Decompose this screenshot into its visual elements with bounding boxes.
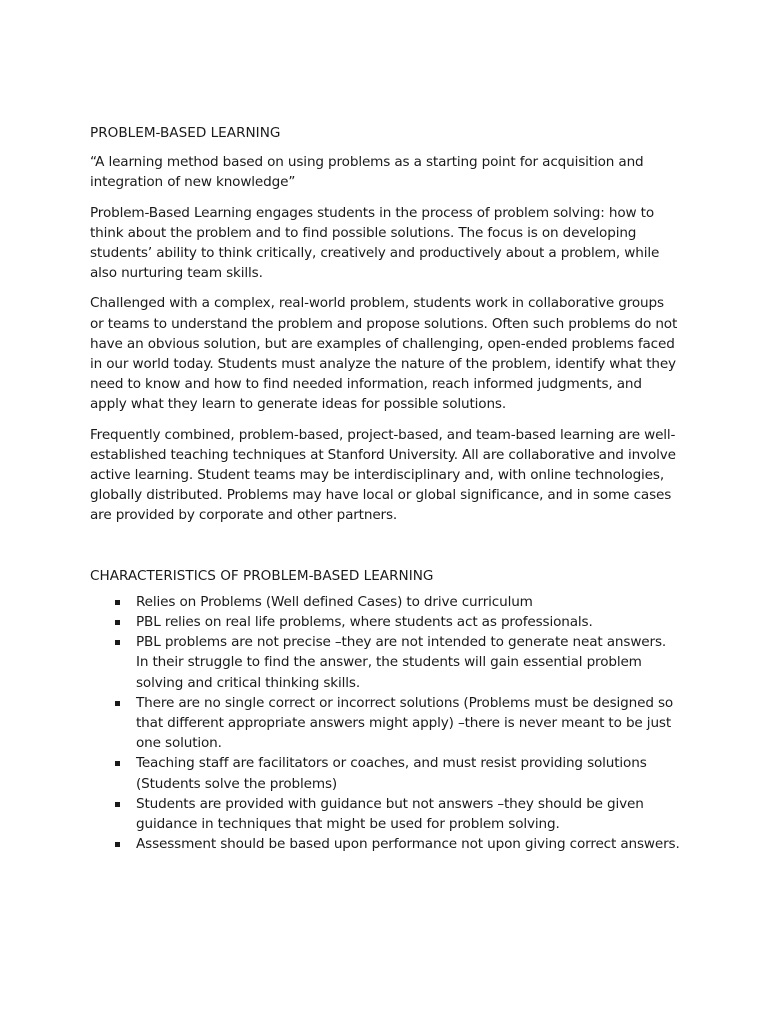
- list-item: [90, 693, 680, 754]
- list-item-text: Relies on Problems (Well defined Cases) to drive curriculum: [136, 593, 533, 610]
- bullet-icon: [115, 701, 120, 706]
- bullet-icon: [115, 842, 120, 847]
- list-item-text: Students are provided with guidance but not answers –they should be given guidance in techniques that might be used for problem solving.: [136, 795, 644, 833]
- list-item: [90, 753, 680, 793]
- definition-quote: “A learning method based on using problems as a starting point for acquisition and integration of new knowledge”: [90, 154, 644, 191]
- characteristics-list: [90, 592, 680, 855]
- list-item-text: PBL relies on real life problems, where students act as professionals.: [136, 614, 593, 631]
- section-heading-characteristics: CHARACTERISTICS OF PROBLEM-BASED LEARNING: [90, 567, 434, 584]
- list-item-text: Teaching staff are facilitators or coaches, and must resist providing solutions (Students solve the problems): [136, 755, 647, 792]
- paragraph-challenge: Challenged with a complex, real-world problem, students work in collaborative groups or teams to understand the problem and propose solutions. Often such problems do not have an obvious solution, but are examples of challenging, open-ended problems faced in our world today. Students must analyze the nature of the problem, identify what they need to know and how to find needed information, reach informed judgments, and apply what they learn to generate ideas for possible solutions.: [90, 295, 678, 413]
- bullet-icon: [115, 802, 120, 807]
- paragraph-intro: Problem-Based Learning engages students in the process of problem solving: how to think about the problem and to find possible solutions. The focus is on developing students’ ability to think critically, creatively and productively about a problem, while also nurturing team skills.: [90, 204, 660, 282]
- list-item: [90, 612, 680, 632]
- list-item: [90, 794, 680, 834]
- bullet-icon: [115, 761, 120, 766]
- document-body: [90, 123, 680, 855]
- bullet-icon: [115, 620, 120, 625]
- bullet-icon: [115, 640, 120, 645]
- paragraph-stanford: Frequently combined, problem-based, project-based, and team-based learning are well-established teaching techniques at Stanford University. All are collaborative and involve active learning. Student teams may be interdisciplinary and, with online technologies, globally distributed. Problems may have local or global significance, and in some cases are provided by corporate and other partners.: [90, 426, 676, 524]
- list-item-text: Assessment should be based upon performance not upon giving correct answers.: [136, 836, 680, 853]
- list-item: [90, 632, 680, 693]
- list-item-text: PBL problems are not precise –they are not intended to generate neat answers. In their struggle to find the answer, the students will gain essential problem solving and critical thinking skills.: [136, 634, 667, 691]
- section-heading-pbl: PROBLEM-BASED LEARNING: [90, 125, 281, 141]
- bullet-icon: [115, 600, 120, 605]
- list-item: [90, 592, 680, 612]
- list-item-text: There are no single correct or incorrect solutions (Problems must be designed so that different appropriate answers might apply) –there is never meant to be just one solution.: [136, 694, 674, 752]
- list-item: [90, 834, 680, 854]
